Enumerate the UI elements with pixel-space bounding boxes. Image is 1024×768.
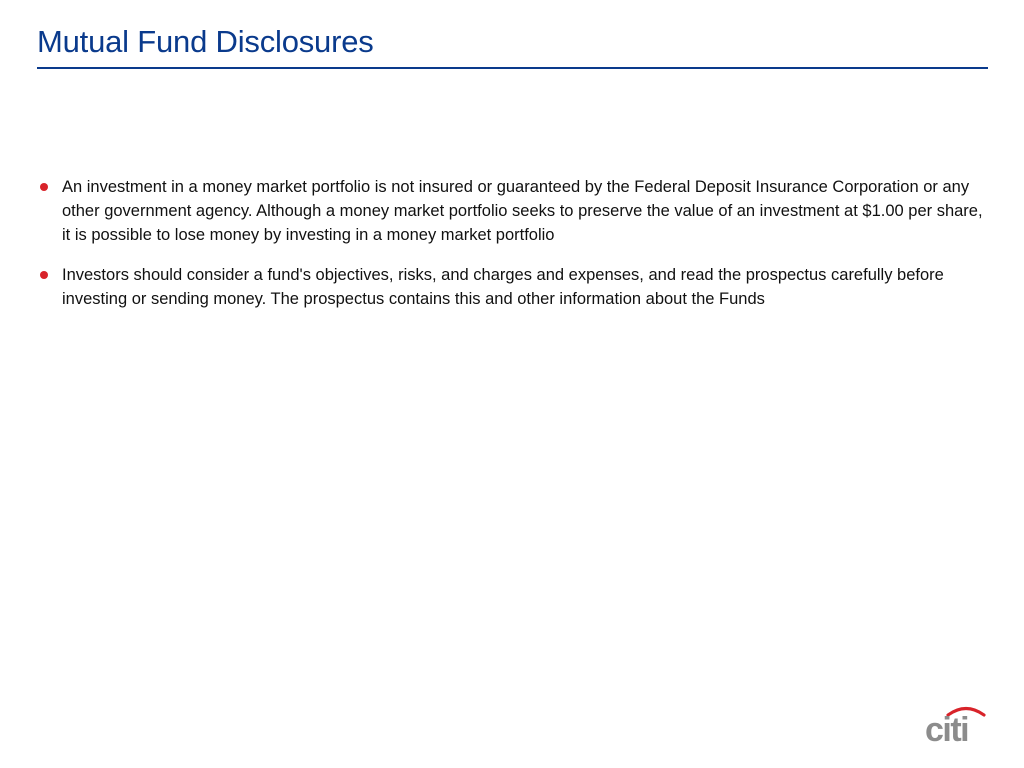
title-divider xyxy=(37,67,988,69)
bullet-dot-icon xyxy=(40,183,48,191)
logo-text: citi xyxy=(925,711,969,743)
bullet-list xyxy=(37,175,992,327)
bullet-item xyxy=(37,263,992,311)
bullet-dot-icon xyxy=(40,271,48,279)
bullet-text: An investment in a money market portfolio is not insured or guaranteed by the Federal Deposit Insurance Corporation or any other government agency. Although a money market portfolio seeks to preserve the value of an investment at $1.00 per share, it is possible to lose money by investing in a money market portfolio xyxy=(62,178,983,244)
slide-title: Mutual Fund Disclosures xyxy=(37,24,374,59)
bullet-item xyxy=(37,175,992,247)
citi-logo xyxy=(924,703,986,743)
bullet-text: Investors should consider a fund's objectives, risks, and charges and expenses, and read the prospectus carefully before investing or sending money. The prospectus contains this and other information about the Funds xyxy=(62,266,944,308)
